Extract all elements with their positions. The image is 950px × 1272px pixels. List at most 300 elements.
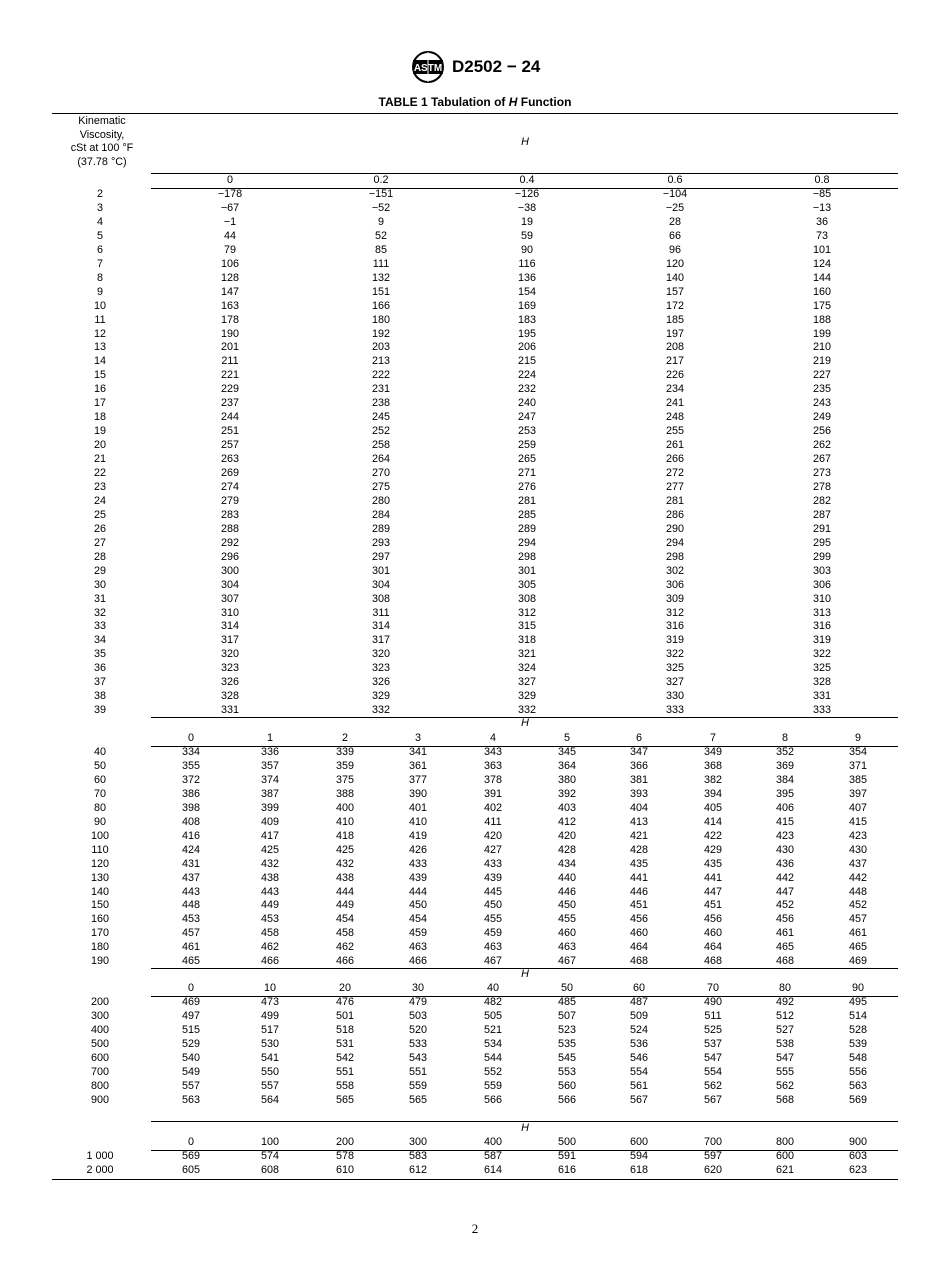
table-cell: −126: [514, 188, 540, 200]
viscosity-value: 90: [93, 815, 106, 828]
table-cell: 440: [557, 871, 576, 884]
table-cell: 116: [518, 257, 536, 270]
h-column-header: 200: [335, 1136, 354, 1148]
table-cell: 463: [483, 941, 502, 954]
table-cell: 544: [483, 1051, 502, 1064]
h-column-header: 60: [632, 982, 645, 994]
table-cell: 402: [483, 801, 502, 814]
table-cell: 313: [812, 606, 831, 619]
table-cell: −104: [662, 188, 688, 200]
table-cell: 361: [408, 759, 427, 772]
document-header: [0, 50, 950, 84]
table-cell: 185: [665, 313, 684, 326]
table-cell: 96: [668, 243, 681, 256]
table-cell: 101: [812, 243, 831, 256]
table-cell: 301: [371, 564, 390, 577]
viscosity-value: 8: [96, 271, 103, 284]
viscosity-value: 3: [96, 201, 103, 214]
table-cell: 385: [848, 773, 867, 786]
table-cell: 555: [775, 1065, 794, 1078]
viscosity-value: 17: [93, 397, 106, 410]
table-cell: 427: [483, 843, 502, 856]
viscosity-value: 32: [93, 606, 106, 619]
table-cell: 542: [335, 1051, 354, 1064]
viscosity-value: 170: [90, 927, 109, 940]
table-cell: 434: [557, 857, 576, 870]
table-cell: 328: [220, 690, 239, 703]
table-cell: 320: [220, 648, 239, 661]
h-column-header: 90: [851, 982, 864, 994]
table-cell: 511: [704, 1009, 722, 1022]
table-cell: 438: [260, 871, 279, 884]
table-cell: 499: [260, 1009, 279, 1022]
viscosity-value: 600: [90, 1051, 109, 1064]
table-cell: 457: [848, 913, 867, 926]
table-cell: 124: [812, 257, 831, 270]
table-cell: 314: [371, 620, 390, 633]
h-column-header: 8: [781, 732, 788, 744]
table-cell: 482: [483, 996, 502, 1008]
table-cell: 407: [848, 801, 867, 814]
table-cell: 461: [775, 927, 794, 940]
table-cell: 610: [335, 1163, 354, 1176]
table-cell: 290: [665, 522, 684, 535]
table-cell: 567: [629, 1093, 648, 1106]
table-cell: 276: [517, 480, 536, 493]
table-cell: 410: [335, 815, 354, 828]
table-cell: 597: [703, 1150, 722, 1162]
table-cell: 317: [371, 634, 390, 647]
viscosity-value: 6: [96, 243, 103, 256]
table-cell: 438: [335, 871, 354, 884]
table-cell: 415: [775, 815, 794, 828]
table-cell: 306: [665, 578, 684, 591]
table-cell: 600: [775, 1150, 794, 1162]
h-column-header: 600: [629, 1136, 648, 1148]
table-cell: 547: [775, 1051, 794, 1064]
table-cell: 323: [371, 662, 390, 675]
table-cell: 219: [812, 355, 831, 368]
table-cell: 435: [629, 857, 648, 870]
table-cell: 395: [775, 787, 794, 800]
h-column-header: 0: [226, 174, 233, 186]
viscosity-value: 15: [93, 369, 106, 382]
table-cell: 574: [260, 1150, 279, 1162]
viscosity-value: 21: [93, 453, 106, 466]
viscosity-value: 29: [93, 564, 106, 577]
table-cell: 343: [483, 746, 502, 758]
viscosity-value: 18: [93, 411, 106, 424]
table-cell: 322: [812, 648, 831, 661]
table-cell: 203: [371, 341, 390, 354]
astm-logo-icon: [410, 50, 446, 84]
table-cell: 311: [372, 606, 390, 619]
table-cell: 329: [371, 690, 390, 703]
table-cell: 237: [220, 397, 239, 410]
table-cell: 452: [775, 899, 794, 912]
table-cell: 466: [335, 955, 354, 968]
table-cell: 160: [812, 285, 831, 298]
document-code: D2502 − 24: [452, 57, 541, 76]
table-cell: 418: [335, 829, 354, 842]
table-cell: 452: [848, 899, 867, 912]
table-cell: 270: [371, 467, 390, 479]
table-cell: 300: [220, 564, 239, 577]
table-cell: 66: [668, 229, 681, 242]
table-cell: 446: [629, 885, 648, 898]
table-cell: 267: [812, 453, 831, 466]
table-cell: 425: [260, 843, 279, 856]
table-cell: 432: [335, 857, 354, 870]
table-cell: 330: [665, 690, 684, 703]
table-cell: 433: [408, 857, 427, 870]
viscosity-value: 13: [93, 341, 106, 354]
table-cell: 325: [812, 662, 831, 675]
table-cell: 269: [220, 467, 239, 479]
table-cell: 621: [775, 1163, 794, 1176]
table-cell: 562: [703, 1079, 722, 1092]
table-cell: 328: [812, 676, 831, 689]
table-cell: 515: [181, 1023, 200, 1036]
viscosity-value: 30: [93, 578, 106, 591]
table-cell: 441: [629, 871, 648, 884]
table-cell: 538: [775, 1037, 794, 1050]
table-cell: 623: [848, 1163, 867, 1176]
table-cell: 318: [517, 634, 536, 647]
table-cell: 208: [665, 341, 684, 354]
h-column-header: 10: [263, 982, 276, 994]
table-cell: 583: [408, 1150, 427, 1162]
table-cell: 213: [371, 355, 390, 368]
table-cell: 563: [181, 1093, 200, 1106]
table-cell: 406: [775, 801, 794, 814]
viscosity-value: 12: [93, 327, 106, 340]
table-cell: 154: [517, 285, 536, 298]
table-cell: 408: [181, 815, 200, 828]
h-column-header: 20: [338, 982, 351, 994]
table-cell: 428: [557, 843, 576, 856]
table-cell: 460: [629, 927, 648, 940]
table-cell: 503: [408, 1009, 427, 1022]
table-cell: 151: [371, 285, 390, 298]
table-cell: 428: [629, 843, 648, 856]
table-cell: 226: [665, 369, 684, 382]
table-cell: 529: [181, 1037, 200, 1050]
table-cell: 292: [220, 536, 239, 549]
h-column-header: 0: [187, 982, 194, 994]
table-cell: 257: [220, 439, 239, 452]
table-cell: 307: [220, 592, 239, 605]
table-cell: 444: [408, 885, 427, 898]
table-cell: 136: [517, 271, 536, 284]
table-cell: 456: [775, 913, 794, 926]
table-cell: 424: [181, 843, 200, 856]
table-cell: 457: [181, 927, 200, 940]
h-column-header: 80: [778, 982, 791, 994]
table-cell: 227: [812, 369, 831, 382]
table-cell: 278: [812, 480, 831, 493]
table-cell: 79: [223, 243, 236, 256]
table-cell: 393: [629, 787, 648, 800]
table-cell: 468: [775, 955, 794, 968]
table-cell: 398: [181, 801, 200, 814]
table-cell: 111: [372, 257, 390, 270]
table-cell: 497: [181, 1009, 200, 1022]
table-cell: 298: [665, 550, 684, 563]
table-cell: 524: [629, 1023, 648, 1036]
table-cell: 512: [775, 1009, 794, 1022]
table-cell: 371: [848, 759, 867, 772]
h-column-header: 6: [635, 732, 642, 744]
table-cell: −38: [517, 201, 537, 214]
table-cell: 492: [775, 996, 794, 1008]
table-cell: 479: [408, 996, 427, 1008]
table-cell: 336: [260, 746, 279, 758]
table-cell: 467: [557, 955, 576, 968]
table-cell: 557: [181, 1079, 200, 1092]
table-cell: 324: [517, 662, 536, 675]
table-cell: 505: [483, 1009, 502, 1022]
table-cell: 323: [220, 662, 239, 675]
table-cell: 197: [665, 327, 684, 340]
table-cell: 399: [260, 801, 279, 814]
table-title: TABLE 1 Tabulation of H Function: [378, 95, 572, 109]
table-cell: 274: [220, 480, 239, 493]
table-cell: 404: [629, 801, 648, 814]
table-cell: 248: [665, 411, 684, 424]
table-cell: 280: [371, 494, 390, 507]
table-cell: 188: [812, 313, 831, 326]
table-cell: 546: [629, 1051, 648, 1064]
table-cell: 372: [181, 773, 200, 786]
table-cell: 459: [408, 927, 427, 940]
table-cell: 432: [260, 857, 279, 870]
table-cell: 410: [408, 815, 427, 828]
viscosity-value: 1 000: [86, 1150, 114, 1162]
h-column-header: 400: [483, 1136, 502, 1148]
table-cell: 520: [408, 1023, 427, 1036]
table-cell: 568: [775, 1093, 794, 1106]
table-cell: 453: [260, 913, 279, 926]
table-cell: 333: [665, 704, 684, 717]
table-cell: 183: [517, 313, 536, 326]
h-column-header: 0.2: [373, 174, 389, 186]
table-cell: 326: [371, 676, 390, 689]
table-cell: 430: [848, 843, 867, 856]
viscosity-value: 27: [93, 536, 106, 549]
table-cell: 172: [665, 299, 684, 312]
table-cell: 530: [260, 1037, 279, 1050]
table-cell: 425: [335, 843, 354, 856]
viscosity-value: 23: [93, 480, 106, 493]
table-cell: 561: [629, 1079, 648, 1092]
table-cell: 217: [665, 355, 684, 368]
table-cell: 388: [335, 787, 354, 800]
table-cell: 465: [775, 941, 794, 954]
table-cell: 303: [812, 564, 831, 577]
viscosity-value: 2: [96, 188, 103, 200]
table-cell: 533: [408, 1037, 427, 1050]
table-cell: 262: [812, 439, 831, 452]
table-cell: 559: [408, 1079, 427, 1092]
table-cell: 518: [335, 1023, 354, 1036]
table-cell: 443: [260, 885, 279, 898]
table-cell: 229: [220, 383, 239, 396]
viscosity-value: 190: [90, 955, 109, 968]
table-cell: 420: [483, 829, 502, 842]
page-number: 2: [471, 1221, 479, 1236]
table-cell: 458: [260, 927, 279, 940]
h-column-header: 4: [489, 732, 496, 744]
h-column-header: 0.8: [814, 174, 830, 186]
viscosity-value: 25: [93, 508, 106, 521]
table-cell: 551: [335, 1065, 354, 1078]
table-cell: 319: [665, 634, 684, 647]
table-cell: 412: [557, 815, 576, 828]
table-cell: 341: [408, 746, 427, 758]
table-cell: 28: [668, 215, 681, 228]
table-cell: 147: [220, 285, 239, 298]
table-cell: 454: [408, 913, 427, 926]
table-cell: 265: [517, 453, 536, 466]
table-cell: 294: [517, 536, 536, 549]
table-cell: 456: [629, 913, 648, 926]
viscosity-value: 33: [93, 620, 106, 633]
table-cell: 447: [775, 885, 794, 898]
table-cell: 463: [408, 941, 427, 954]
table-cell: 467: [483, 955, 502, 968]
table-cell: 527: [775, 1023, 794, 1036]
table-cell: 417: [260, 829, 279, 842]
table-cell: 501: [335, 1009, 354, 1022]
table-cell: 235: [812, 383, 831, 396]
table-cell: 565: [408, 1093, 427, 1106]
table-cell: 458: [335, 927, 354, 940]
table-cell: 441: [703, 871, 722, 884]
table-cell: 36: [815, 215, 828, 228]
table-cell: 289: [517, 522, 536, 535]
table-cell: 231: [371, 383, 390, 396]
table-cell: 316: [665, 620, 684, 633]
table-cell: 297: [371, 550, 390, 563]
table-cell: 523: [557, 1023, 576, 1036]
table-cell: 52: [374, 229, 387, 242]
table-cell: 495: [848, 996, 867, 1008]
table-cell: 387: [260, 787, 279, 800]
viscosity-value: 70: [93, 787, 106, 800]
viscosity-value: 500: [90, 1037, 109, 1050]
table-cell: 435: [703, 857, 722, 870]
table-cell: 316: [812, 620, 831, 633]
table-cell: 251: [220, 425, 239, 438]
table-cell: 199: [812, 327, 831, 340]
table-cell: 444: [335, 885, 354, 898]
table-cell: 461: [181, 941, 200, 954]
table-cell: 287: [812, 508, 831, 521]
table-cell: 557: [260, 1079, 279, 1092]
table-cell: 403: [557, 801, 576, 814]
h-header-label: H: [521, 717, 529, 729]
table-cell: 326: [220, 676, 239, 689]
table-cell: 238: [371, 397, 390, 410]
h-column-header: 9: [854, 732, 861, 744]
viscosity-value: 2 000: [86, 1163, 114, 1176]
table-cell: 565: [335, 1093, 354, 1106]
h-column-header: 3: [414, 732, 421, 744]
table-cell: 355: [181, 759, 200, 772]
table-cell: 455: [483, 913, 502, 926]
table-cell: 132: [371, 271, 390, 284]
table-cell: 455: [557, 913, 576, 926]
viscosity-value: 31: [93, 592, 106, 605]
viscosity-column-header: Kinematic Viscosity, cSt at 100 °F (37.78 °C): [70, 115, 134, 168]
table-cell: 517: [260, 1023, 279, 1036]
table-cell: 304: [220, 578, 239, 591]
table-cell: 603: [848, 1150, 867, 1162]
table-cell: 261: [665, 439, 684, 452]
table-cell: 163: [220, 299, 239, 312]
table-cell: 535: [557, 1037, 576, 1050]
table-cell: −178: [217, 188, 243, 200]
table-cell: 175: [812, 299, 831, 312]
table-cell: 397: [848, 787, 867, 800]
table-cell: 442: [848, 871, 867, 884]
table-cell: 433: [483, 857, 502, 870]
table-cell: 552: [483, 1065, 502, 1078]
table-cell: 545: [557, 1051, 576, 1064]
table-cell: −1: [223, 215, 237, 228]
table-cell: 302: [665, 564, 684, 577]
table-cell: 364: [557, 759, 576, 772]
h-header-label: H: [521, 1122, 529, 1134]
table-cell: 259: [517, 439, 536, 452]
table-cell: 59: [520, 229, 533, 242]
table-cell: 271: [517, 467, 536, 479]
table-cell: 411: [484, 815, 502, 828]
viscosity-value: 50: [93, 759, 106, 772]
table-cell: 563: [848, 1079, 867, 1092]
table-cell: 416: [181, 829, 200, 842]
table-cell: 234: [665, 383, 684, 396]
viscosity-value: 11: [94, 313, 106, 326]
table-cell: 447: [703, 885, 722, 898]
table-cell: 448: [181, 899, 200, 912]
table-cell: 240: [517, 397, 536, 410]
table-cell: 285: [517, 508, 536, 521]
viscosity-value: 150: [90, 899, 109, 912]
table-cell: 465: [848, 941, 867, 954]
table-cell: 394: [703, 787, 722, 800]
table-cell: 468: [703, 955, 722, 968]
table-cell: 616: [557, 1163, 576, 1176]
table-cell: 256: [812, 425, 831, 438]
table-cell: 312: [517, 606, 536, 619]
table-cell: 567: [703, 1093, 722, 1106]
table-cell: 180: [371, 313, 390, 326]
table-cell: 332: [517, 704, 536, 717]
table-cell: 415: [848, 815, 867, 828]
table-cell: 445: [483, 885, 502, 898]
table-cell: 391: [483, 787, 502, 800]
viscosity-value: 36: [93, 662, 106, 675]
viscosity-value: 110: [91, 843, 109, 856]
table-cell: 525: [703, 1023, 722, 1036]
table-cell: 284: [371, 508, 390, 521]
table-cell: 543: [408, 1051, 427, 1064]
table-cell: 277: [665, 480, 684, 493]
table-cell: 282: [812, 494, 831, 507]
viscosity-value: 38: [93, 690, 106, 703]
